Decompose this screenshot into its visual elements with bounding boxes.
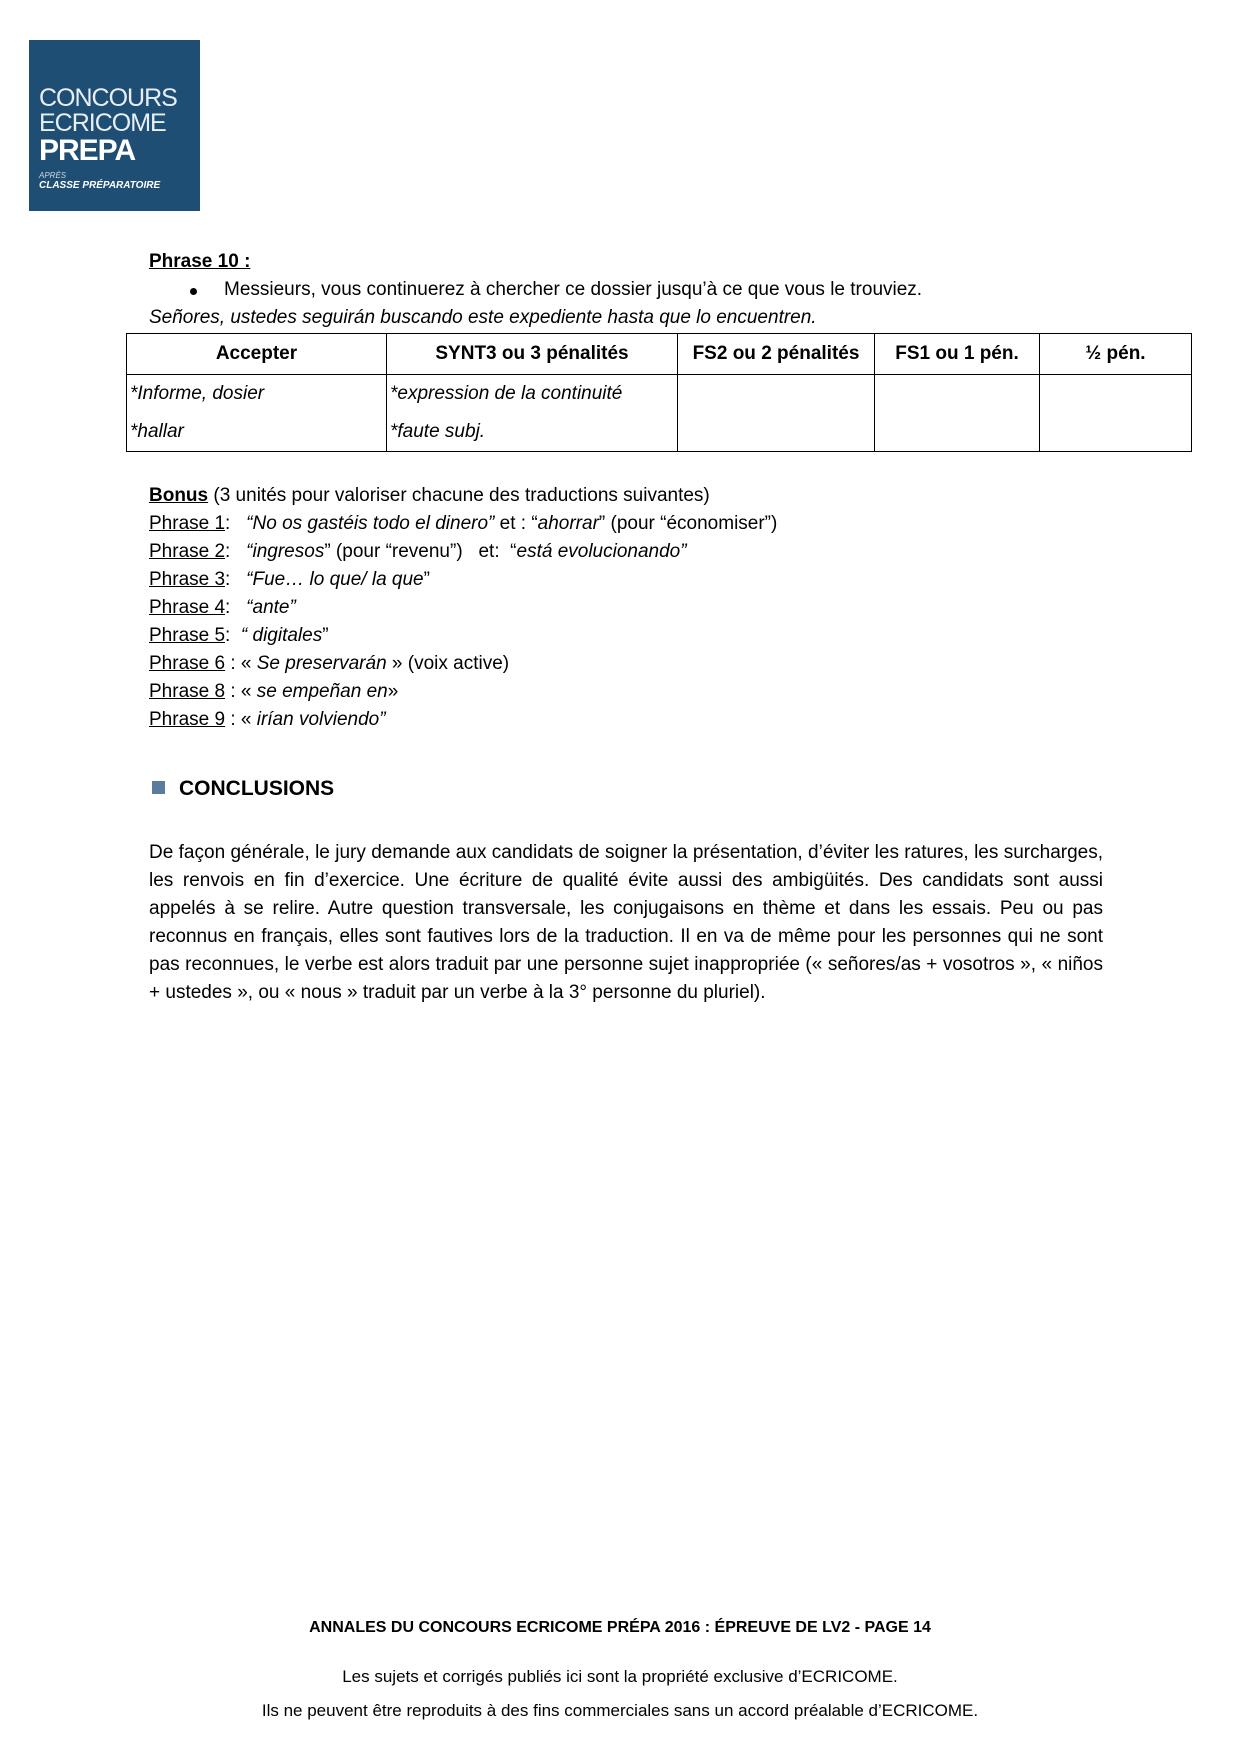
phrase-label: Phrase 8 bbox=[149, 681, 226, 702]
bonus-phrase-8 bbox=[149, 678, 777, 706]
table-header-row bbox=[127, 334, 1192, 375]
bonus-phrase-1 bbox=[149, 510, 777, 538]
penalty-table bbox=[126, 333, 1192, 452]
phrase-text: Se preservarán bbox=[256, 653, 387, 674]
footer-title: ANNALES DU CONCOURS ECRICOME PRÉPA 2016 : ÉPREUVE DE LV2 - PAGE 14 bbox=[309, 1619, 931, 1636]
phrase-text: ” bbox=[322, 625, 329, 646]
bonus-label: Bonus bbox=[149, 485, 209, 506]
bonus-intro: (3 unités pour valoriser chacune des traductions suivantes) bbox=[208, 485, 710, 506]
cell-line: *hallar bbox=[130, 421, 184, 442]
cell-line: *faute subj. bbox=[390, 421, 486, 442]
phrase-text: irían volviendo” bbox=[256, 709, 386, 730]
table-cell-empty bbox=[1040, 375, 1192, 452]
bonus-phrase-4 bbox=[149, 594, 777, 622]
cell-line: *Informe, dosier bbox=[130, 383, 265, 404]
phrase-text: » bbox=[387, 681, 399, 702]
phrase-sep: : bbox=[225, 513, 247, 534]
phrase-sep: : bbox=[225, 541, 247, 562]
phrase-label: Phrase 2 bbox=[149, 541, 226, 562]
phrase-label: Phrase 5 bbox=[149, 625, 226, 646]
phrase-10-spanish: Señores, ustedes seguirán buscando este expediente hasta que lo encuentren. bbox=[149, 307, 817, 328]
logo-line-4: APRÈS bbox=[39, 171, 67, 180]
phrase-10-title: Phrase 10 : bbox=[149, 251, 251, 272]
phrase-text: “No os gastéis todo el dinero” bbox=[246, 513, 495, 534]
phrase-sep: : bbox=[225, 625, 241, 646]
phrase-text: ahorrar bbox=[537, 513, 599, 534]
table-cell-empty bbox=[678, 375, 875, 452]
phrase-label: Phrase 4 bbox=[149, 597, 226, 618]
phrase-label: Phrase 9 bbox=[149, 709, 226, 730]
bonus-phrase-6 bbox=[149, 650, 777, 678]
square-bullet-icon bbox=[152, 781, 165, 794]
phrase-sep: : « bbox=[225, 709, 257, 730]
phrase-text: et : “ bbox=[494, 513, 538, 534]
bonus-phrase-9 bbox=[149, 706, 777, 734]
phrase-text: “ digitales bbox=[240, 625, 323, 646]
table-header: SYNT3 ou 3 pénalités bbox=[387, 334, 678, 375]
logo-line-5: CLASSE PRÉPARATOIRE bbox=[39, 180, 161, 191]
phrase-text: “ingresos bbox=[246, 541, 325, 562]
bullet-icon bbox=[190, 288, 197, 295]
phrase-text: ” bbox=[423, 569, 430, 590]
phrase-sep: : « bbox=[225, 681, 257, 702]
table-cell bbox=[127, 375, 387, 452]
phrase-text: “Fue… lo que/ la que bbox=[246, 569, 424, 590]
bonus-phrase-2 bbox=[149, 538, 777, 566]
phrase-sep: : bbox=[225, 569, 247, 590]
phrase-label: Phrase 1 bbox=[149, 513, 226, 534]
table-header: FS1 ou 1 pén. bbox=[875, 334, 1040, 375]
table-header: ½ pén. bbox=[1040, 334, 1192, 375]
table-cell bbox=[387, 375, 678, 452]
logo-line-2: ECRICOME bbox=[39, 109, 166, 137]
bonus-phrase-3 bbox=[149, 566, 777, 594]
footer-copyright-line-1: Les sujets et corrigés publiés ici sont la propriété exclusive d’ECRICOME. bbox=[342, 1667, 898, 1686]
phrase-sep: : « bbox=[225, 653, 257, 674]
phrase-sep: : bbox=[225, 597, 247, 618]
conclusions-title: CONCLUSIONS bbox=[179, 777, 335, 800]
ecricome-logo bbox=[29, 40, 200, 211]
phrase-text: ” (pour “revenu”) et: “ bbox=[324, 541, 517, 562]
logo-line-1: CONCOURS bbox=[39, 84, 177, 112]
phrase-10-french-line bbox=[149, 276, 1109, 304]
conclusions-heading bbox=[152, 775, 334, 803]
phrase-text: se empeñan en bbox=[256, 681, 388, 702]
phrase-text: ” (pour “économiser”) bbox=[598, 513, 778, 534]
table-row bbox=[127, 375, 1192, 452]
table-cell-empty bbox=[875, 375, 1040, 452]
phrase-text: está evolucionando” bbox=[516, 541, 687, 562]
phrase-label: Phrase 6 bbox=[149, 653, 226, 674]
phrase-text: » (voix active) bbox=[386, 653, 510, 674]
phrase-text: “ante” bbox=[246, 597, 296, 618]
cell-line: *expression de la continuité bbox=[390, 383, 623, 404]
logo-line-3: PREPA bbox=[39, 134, 136, 167]
phrase-10-section bbox=[149, 248, 1109, 332]
footer-copyright-line-2: Ils ne peuvent être reproduits à des fins commerciales sans un accord préalable d’ECRICOME. bbox=[261, 1701, 979, 1720]
table-header: FS2 ou 2 pénalités bbox=[678, 334, 875, 375]
phrase-label: Phrase 3 bbox=[149, 569, 226, 590]
bonus-section bbox=[149, 482, 777, 734]
table-header: Accepter bbox=[127, 334, 387, 375]
bonus-phrase-5 bbox=[149, 622, 777, 650]
phrase-10-french: Messieurs, vous continuerez à chercher ce dossier jusqu’à ce que vous le trouviez. bbox=[224, 279, 923, 300]
conclusions-paragraph: De façon générale, le jury demande aux candidats de soigner la présentation, d’éviter les ratures, les surcharges, les renvois en fin d’exercice. Une écriture de qualité évite aussi des ambigüités. Des candidats sont aussi appelés à se relire. Autre question transversale, les conjugaisons en thème et dans les essais. Peu ou pas reconnus en français, elles sont fautives lors de la traduction. Il en va de même pour les personnes qui ne sont pas reconnues, le verbe est alors traduit par une personne sujet inappropriée (« señores/as + vosotros », « niños + ustedes », ou « nous » traduit par un verbe à la 3° personne du pluriel). bbox=[149, 842, 1103, 1003]
bonus-intro-line bbox=[149, 482, 777, 510]
